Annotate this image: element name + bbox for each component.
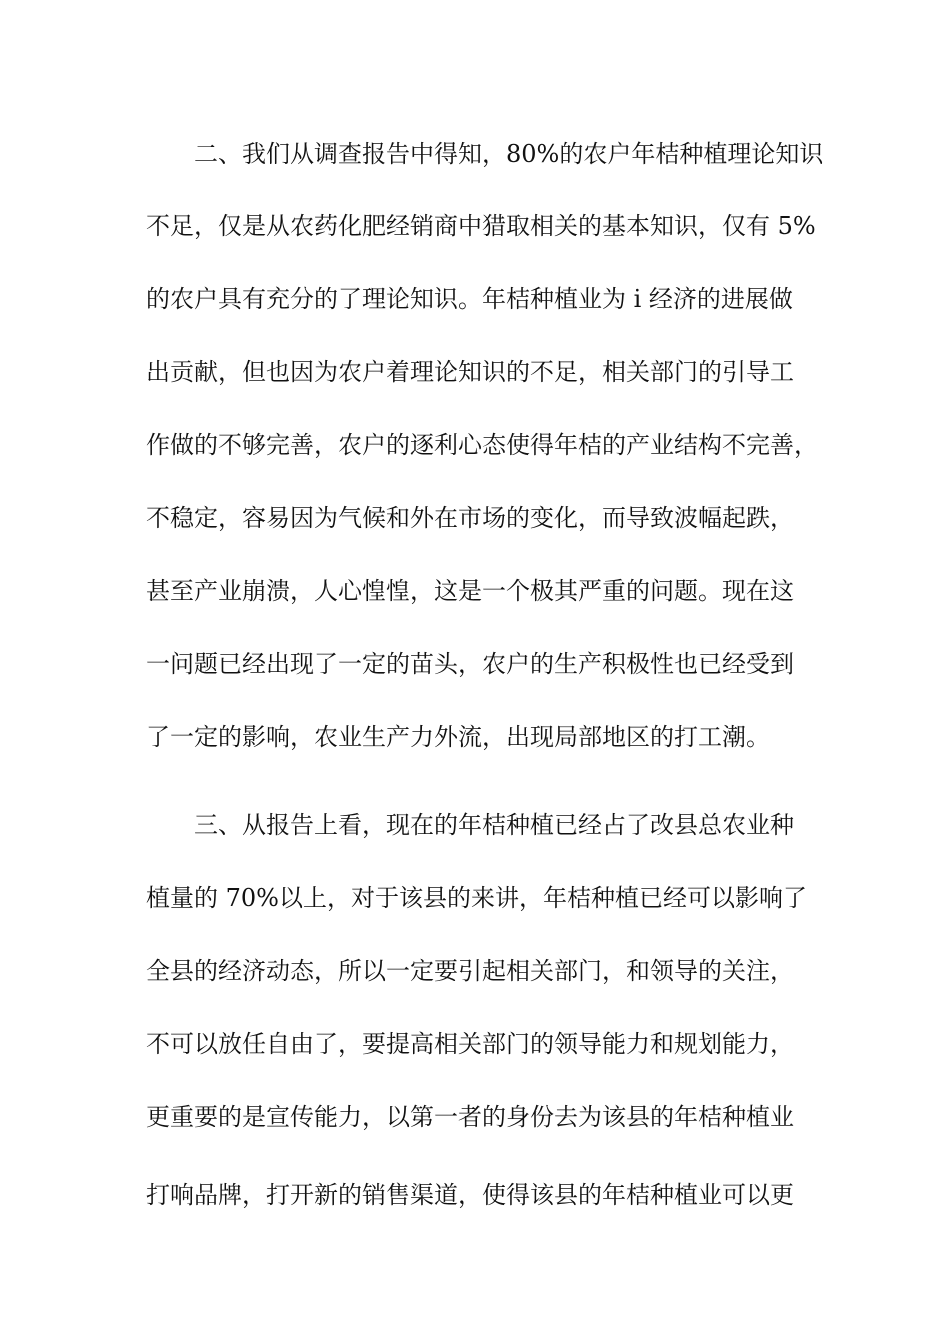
text-line: 的农户具有充分的了理论知识。年桔种植业为 i 经济的进展做: [146, 285, 793, 313]
text-line: 三、从报告上看，现在的年桔种植已经占了改县总农业种: [194, 811, 794, 839]
text-line: 了一定的影响，农业生产力外流，出现局部地区的打工潮。: [146, 723, 770, 751]
text-line: 不稳定，容易因为气候和外在市场的变化，而导致波幅起跌，: [146, 504, 794, 532]
text-line: 打响品牌，打开新的销售渠道，使得该县的年桔种植业可以更: [146, 1181, 794, 1209]
text-line: 二、我们从调查报告中得知，80%的农户年桔种植理论知识: [194, 140, 824, 168]
text-line: 不可以放任自由了，要提高相关部门的领导能力和规划能力，: [146, 1030, 794, 1058]
text-line: 一问题已经出现了一定的苗头，农户的生产积极性也已经受到: [146, 650, 794, 678]
text-line: 作做的不够完善，农户的逐利心态使得年桔的产业结构不完善，: [146, 431, 818, 459]
text-line: 全县的经济动态，所以一定要引起相关部门，和领导的关注，: [146, 957, 794, 985]
text-line: 植量的 70%以上，对于该县的来讲，年桔种植已经可以影响了: [146, 884, 807, 912]
text-line: 更重要的是宣传能力，以第一者的身份去为该县的年桔种植业: [146, 1103, 794, 1131]
text-line: 出贡献，但也因为农户着理论知识的不足，相关部门的引导工: [146, 358, 794, 386]
text-line: 甚至产业崩溃，人心惶惶，这是一个极其严重的问题。现在这: [146, 577, 794, 605]
text-line: 不足，仅是从农药化肥经销商中猎取相关的基本知识，仅有 5%: [146, 212, 816, 240]
